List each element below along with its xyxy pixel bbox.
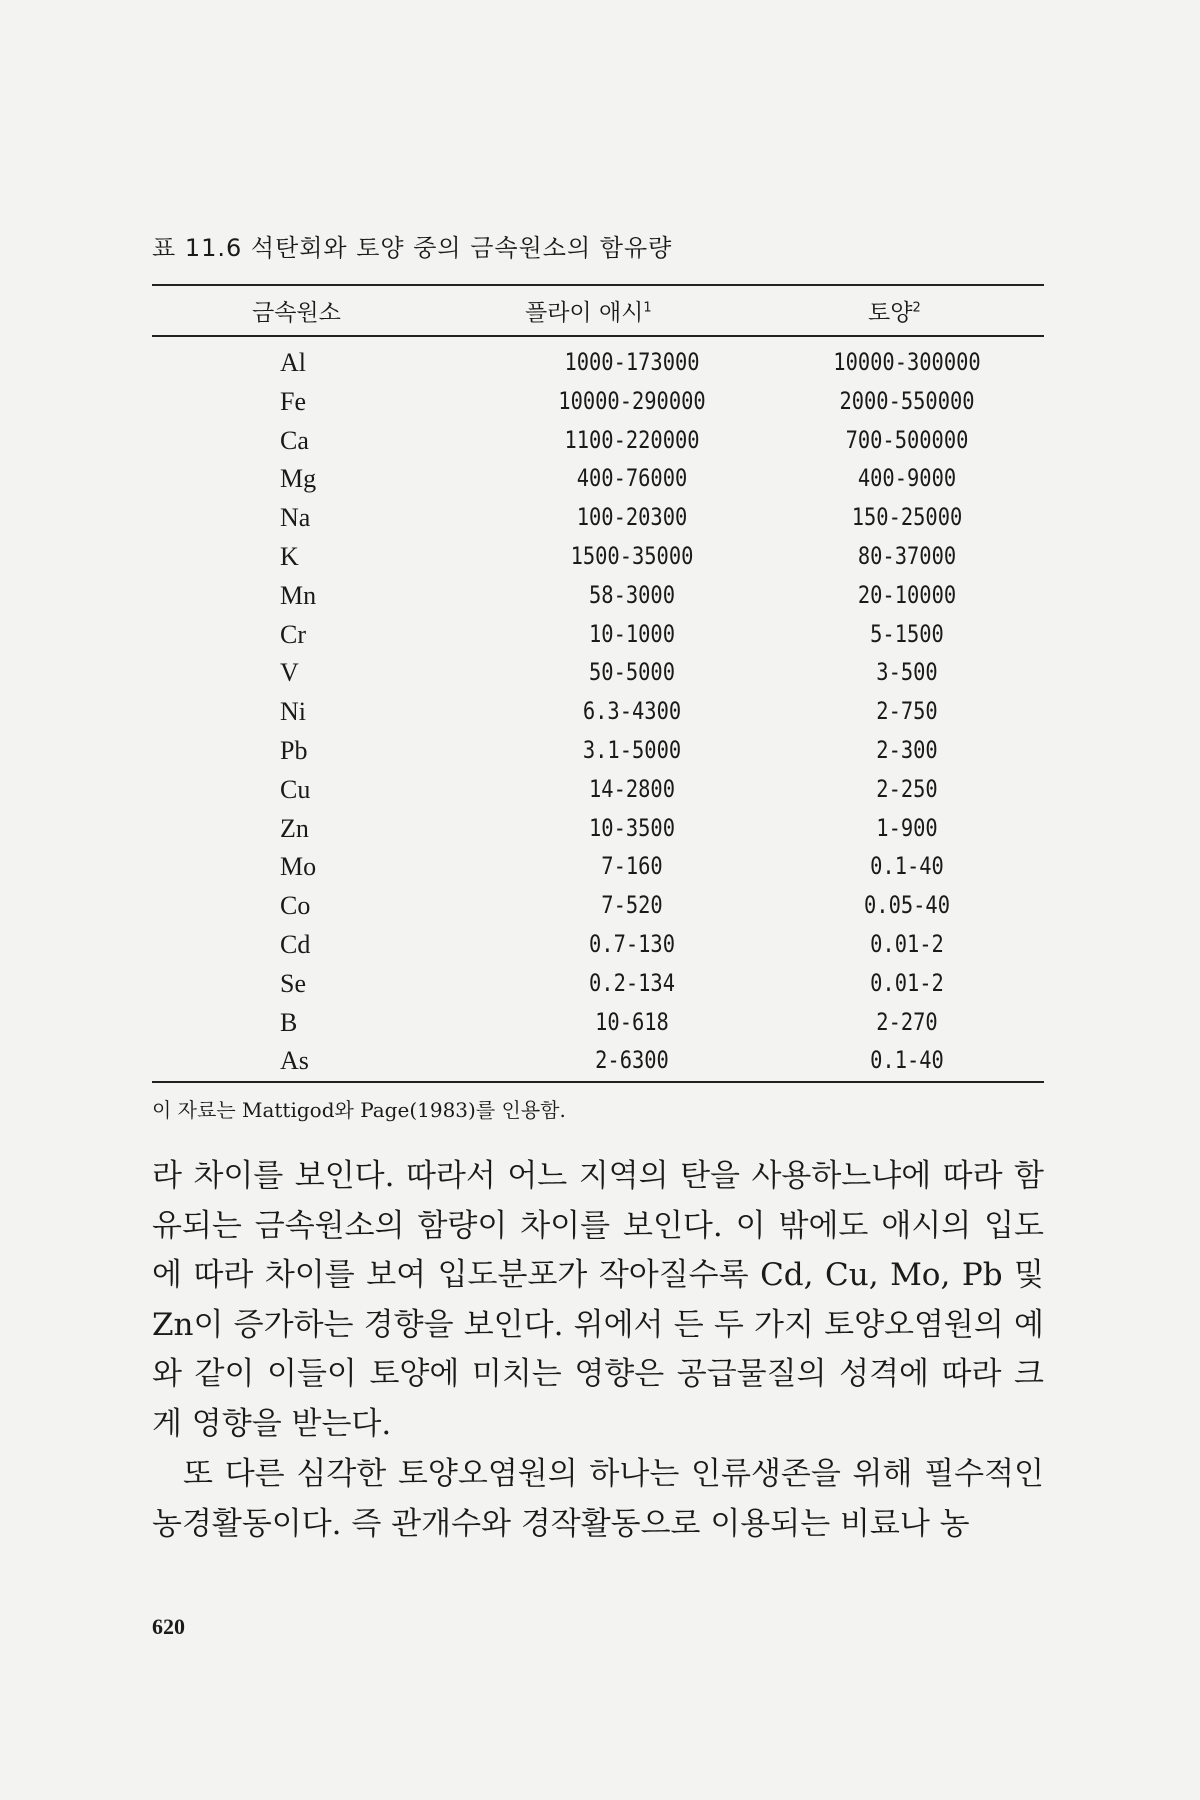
header-fly-ash <box>525 294 652 327</box>
fly-ash-cell: 14-2800 <box>589 774 675 803</box>
table-row <box>152 812 1044 851</box>
element-cell: Cd <box>280 929 311 959</box>
soil-cell: 1-900 <box>876 813 938 842</box>
fly-ash-cell: 10000-290000 <box>558 386 706 415</box>
fly-ash-cell: 6.3-4300 <box>582 697 682 726</box>
footnote-mark-1: 1 <box>643 300 652 316</box>
fly-ash-cell: 10-618 <box>595 1007 669 1036</box>
table-row <box>152 618 1044 657</box>
fly-ash-cell: 58-3000 <box>589 580 675 609</box>
soil-cell: 10000-300000 <box>833 348 981 376</box>
soil-cell: 700-500000 <box>845 425 969 454</box>
fly-ash-cell: 1000-173000 <box>564 348 700 376</box>
footnote-mark-2: 2 <box>912 300 921 316</box>
element-cell: Cr <box>280 619 306 649</box>
fly-ash-cell: 100-20300 <box>576 503 688 532</box>
soil-cell: 400-9000 <box>857 464 957 493</box>
table-row <box>152 656 1044 695</box>
fly-ash-cell: 0.2-134 <box>589 968 675 997</box>
table-title: 표 11.6 석탄회와 토양 중의 금속원소의 함유량 <box>152 234 673 262</box>
soil-cell: 0.1-40 <box>870 852 944 881</box>
table-row <box>152 889 1044 928</box>
table-row <box>152 540 1044 579</box>
soil-cell: 0.01-2 <box>870 968 944 997</box>
soil-cell: 2-300 <box>876 735 938 764</box>
element-cell: Mo <box>280 852 317 882</box>
table-row <box>152 1044 1044 1083</box>
element-cell: As <box>280 1046 309 1076</box>
soil-cell: 5-1500 <box>870 619 944 648</box>
element-cell: Ni <box>280 697 306 727</box>
fly-ash-cell: 3.1-5000 <box>582 735 682 764</box>
table-row <box>152 1006 1044 1045</box>
fly-ash-cell: 7-520 <box>601 891 663 920</box>
element-cell: V <box>280 658 299 688</box>
element-cell: Se <box>280 968 306 998</box>
element-cell: Mg <box>280 464 317 494</box>
element-cell: Na <box>280 503 311 533</box>
element-cell: Ca <box>280 425 309 455</box>
table-row <box>152 346 1044 385</box>
header-fly-ash-label: 플라이 애시 <box>525 300 644 326</box>
fly-ash-cell: 10-3500 <box>589 813 675 842</box>
table-bottom-rule <box>152 1081 1044 1083</box>
soil-cell: 0.1-40 <box>870 1046 944 1075</box>
soil-cell: 2-270 <box>876 1007 938 1036</box>
fly-ash-cell: 1100-220000 <box>564 425 700 454</box>
body-paragraph-2: 또 다른 심각한 토양오염원의 하나는 인류생존을 위해 필수적인 농경활동이다. 즉 관개수와 경작활동으로 이용되는 비료나 농 <box>152 1456 1044 1542</box>
table-row <box>152 385 1044 424</box>
element-cell: Co <box>280 891 311 921</box>
table-row <box>152 579 1044 618</box>
soil-cell: 0.05-40 <box>864 891 950 920</box>
table-body <box>152 346 1044 1083</box>
fly-ash-cell: 10-1000 <box>589 619 675 648</box>
fly-ash-cell: 400-76000 <box>576 464 688 493</box>
element-cell: Pb <box>280 735 308 765</box>
soil-cell: 2-250 <box>876 774 938 803</box>
element-cell: Fe <box>280 386 306 416</box>
element-cell: Al <box>280 348 306 377</box>
table-row <box>152 967 1044 1006</box>
fly-ash-cell: 2-6300 <box>595 1046 669 1075</box>
table-row <box>152 501 1044 540</box>
soil-cell: 150-25000 <box>851 503 963 532</box>
soil-cell: 2000-550000 <box>839 386 975 415</box>
soil-cell: 0.01-2 <box>870 929 944 958</box>
fly-ash-cell: 0.7-130 <box>589 929 675 958</box>
element-cell: Zn <box>280 813 309 843</box>
header-element: 금속원소 <box>252 300 341 326</box>
header-soil-label: 토양 <box>868 300 913 326</box>
element-cell: Cu <box>280 774 311 804</box>
table-row <box>152 850 1044 889</box>
soil-cell: 80-37000 <box>857 541 957 570</box>
element-cell: Mn <box>280 580 317 610</box>
table-top-rule <box>152 284 1044 286</box>
fly-ash-cell: 1500-35000 <box>570 541 694 570</box>
table-header-rule <box>152 335 1044 337</box>
page-number: 620 <box>152 1614 185 1639</box>
soil-cell: 3-500 <box>876 658 938 687</box>
table-footnote: 이 자료는 Mattigod와 Page(1983)를 인용함. <box>152 1098 566 1122</box>
table-row <box>152 734 1044 773</box>
soil-cell: 20-10000 <box>857 580 957 609</box>
table-row <box>152 928 1044 967</box>
table-row <box>152 695 1044 734</box>
element-cell: K <box>280 541 299 571</box>
element-cell: B <box>280 1007 298 1037</box>
table-row <box>152 424 1044 463</box>
table-row <box>152 462 1044 501</box>
body-paragraph-1: 라 차이를 보인다. 따라서 어느 지역의 탄을 사용하느냐에 따라 함유되는 금속원소의 함량이 차이를 보인다. 이 밖에도 애시의 입도에 따라 차이를 보여 입도분포가 작아질수록 Cd, Cu, Mo, Pb 및 Zn이 증가하는 경향을 보인다. 위에서 든 두 가지 토양오염원의 예와 같이 이들이 토양에 미치는 영향은 공급물질의 성격에 따라 크게 영향을 받는다. <box>152 1158 1044 1442</box>
fly-ash-cell: 50-5000 <box>589 658 675 687</box>
header-soil <box>868 294 921 327</box>
soil-cell: 2-750 <box>876 697 938 726</box>
fly-ash-cell: 7-160 <box>601 852 663 881</box>
table-row <box>152 773 1044 812</box>
